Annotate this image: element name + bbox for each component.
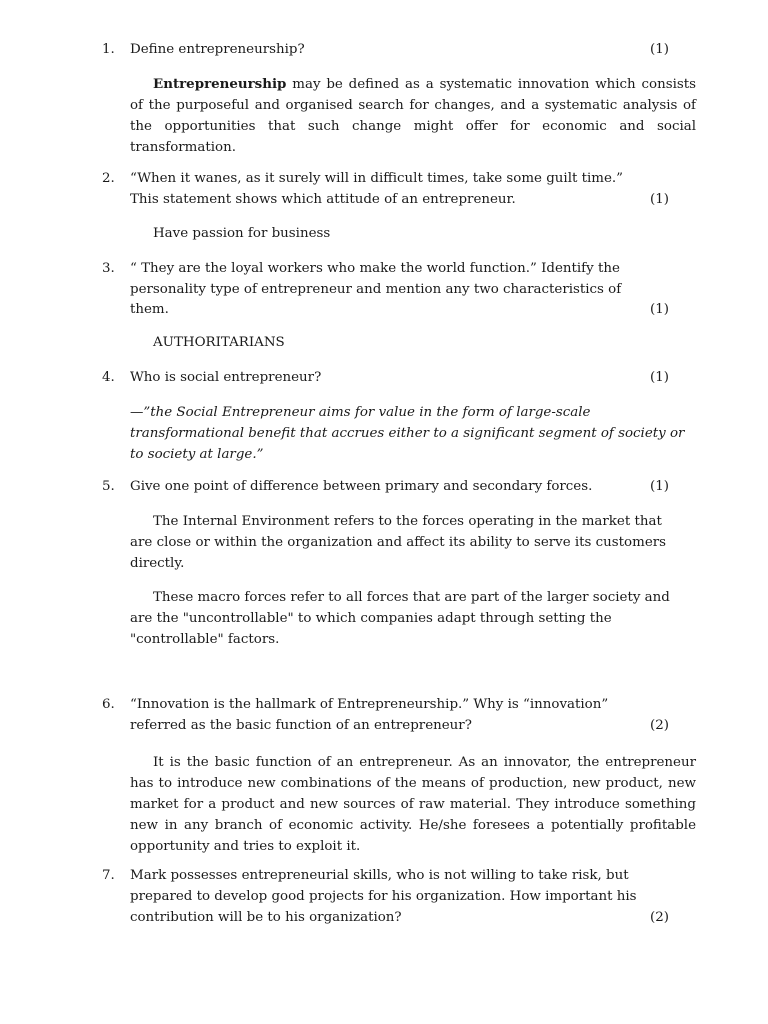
answer-text: Have passion for business (153, 226, 331, 241)
question-text: “When it wanes, as it surely will in difficult times, take some guilt time.” (130, 171, 624, 186)
answer-paragraph-2: These macro forces refer to all forces that are part of the larger society and are the "uncontrollable" to which companies adapt through setting the "controllable" factors. (130, 590, 670, 647)
answer-bold-term: Entrepreneurship (153, 76, 287, 92)
question-marks: (2) (650, 718, 669, 733)
answer-text (130, 74, 696, 158)
question-text: prepared to develop good projects for his organization. How important his (130, 889, 637, 904)
question-text: Define entrepreneurship? (130, 42, 305, 57)
question-number: 5. (102, 479, 115, 494)
answer-body: may be defined as a systematic innovation which consists of the purposeful and organised search for changes, and a systematic analysis of the opportunities that such change might offer for economic and social transformation. (130, 77, 696, 155)
question-text: them. (130, 302, 169, 317)
question-marks: (1) (650, 42, 669, 57)
question-marks: (1) (650, 479, 669, 494)
question-text: Give one point of difference between primary and secondary forces. (130, 479, 593, 494)
question-number: 4. (102, 370, 115, 385)
question-text: contribution will be to his organization? (130, 910, 402, 925)
question-number: 1. (102, 42, 115, 57)
answer-text: It is the basic function of an entrepreneur. As an innovator, the entrepreneur has to introduce new combinations of the means of production, new product, new market for a product and new sources of raw material. They introduce something new in any branch of economic activity. He/she foresees a potentially profitable opportunity and tries to exploit it. (130, 755, 696, 854)
answer-paragraph-1: The Internal Environment refers to the forces operating in the market that are close or within the organization and affect its ability to serve its customers directly. (130, 514, 667, 571)
question-text: “ They are the loyal workers who make the world function.” Identify the (130, 261, 620, 276)
question-marks: (1) (650, 302, 669, 317)
question-text: Who is social entrepreneur? (130, 370, 322, 385)
question-text: Mark possesses entrepreneurial skills, who is not willing to take risk, but (130, 868, 629, 883)
answer-text: AUTHORITARIANS (153, 335, 285, 350)
question-marks: (1) (650, 370, 669, 385)
question-text: This statement shows which attitude of an entrepreneur. (130, 192, 516, 207)
question-number: 7. (102, 868, 115, 883)
question-marks: (1) (650, 192, 669, 207)
answer-text: —”the Social Entrepreneur aims for value in the form of large-scale transformational benefit that accrues either to a significant segment of society or to society at large.” (130, 405, 685, 462)
question-text: personality type of entrepreneur and mention any two characteristics of (130, 282, 622, 297)
question-text: “Innovation is the hallmark of Entrepreneurship.” Why is “innovation” (130, 697, 609, 712)
question-number: 3. (102, 261, 115, 276)
question-number: 6. (102, 697, 115, 712)
question-text: referred as the basic function of an entrepreneur? (130, 718, 472, 733)
question-marks: (2) (650, 910, 669, 925)
question-number: 2. (102, 171, 115, 186)
